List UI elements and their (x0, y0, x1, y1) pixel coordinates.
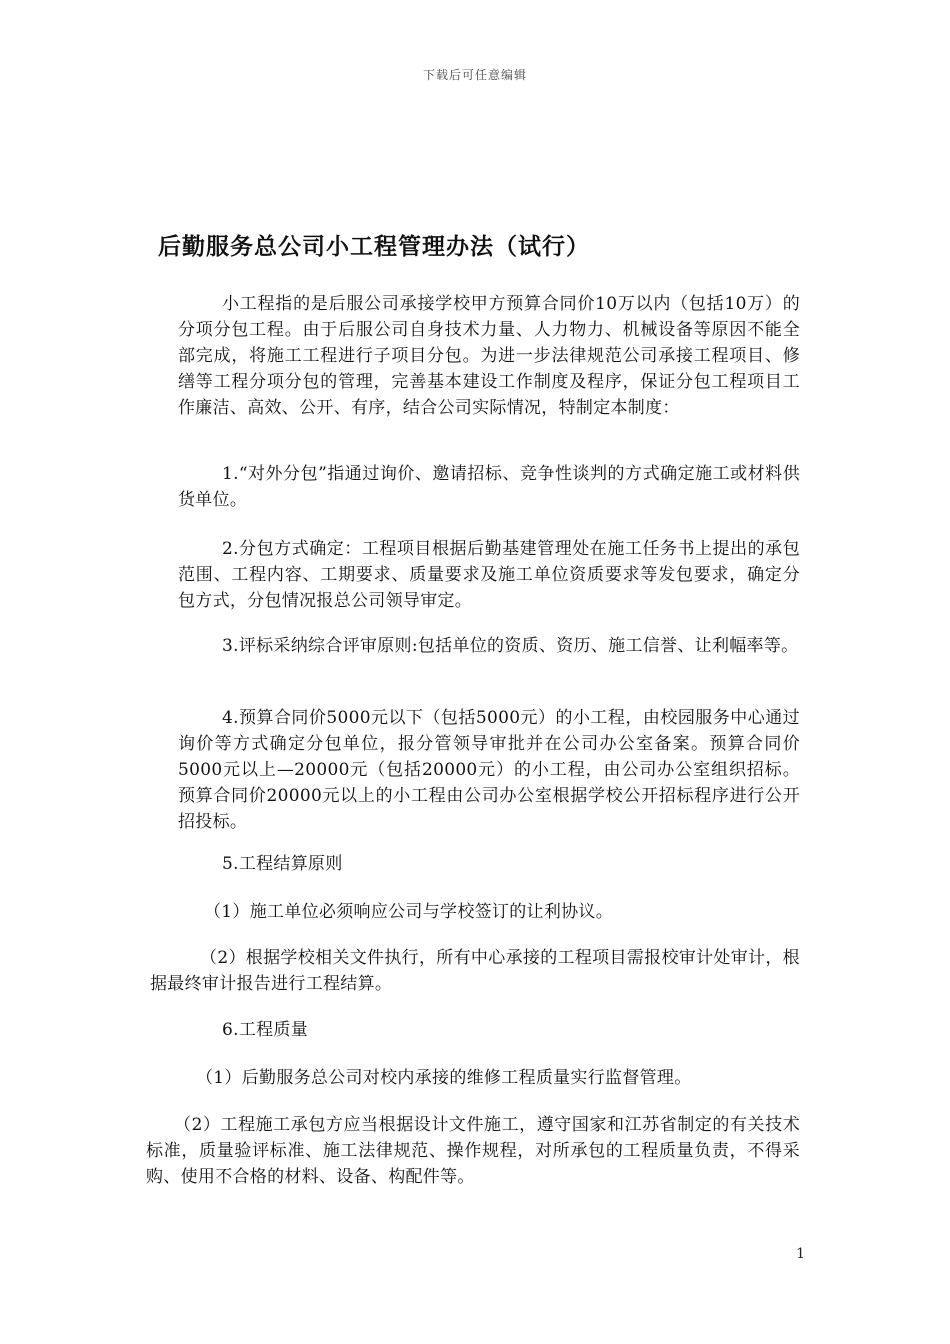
page-number: 1 (796, 1246, 805, 1262)
clause-5-item-1: （1）施工单位必须响应公司与学校签订的让利协议。 (204, 902, 614, 922)
clause-6-heading: 6.工程质量 (222, 1020, 309, 1040)
clause-5-heading: 5.工程结算原则 (222, 854, 343, 874)
clause-1-paragraph: 1.“对外分包”指通过询价、邀请招标、竞争性谈判的方式确定施工或材料供货单位。 (178, 464, 800, 510)
clause-5-item-2: （2）根据学校相关文件执行，所有中心承接的工程项目需报校审计处审计，根据最终审计报告进行工程结算。 (150, 948, 800, 994)
clause-6-item-1: （1）后勤服务总公司对校内承接的维修工程质量实行监督管理。 (196, 1068, 692, 1088)
intro-paragraph: 小工程指的是后服公司承接学校甲方预算合同价10万以内（包括10万）的分项分包工程。由于后服公司自身技术力量、人力物力、机械设备等原因不能全部完成，将施工工程进行子项目分包。为进一步法律规范公司承接工程项目、修缮等工程分项分包的管理，完善基本建设工作制度及程序，保证分包工程项目工作廉洁、高效、公开、有序，结合公司实际情况，特制定本制度： (178, 294, 800, 418)
document-title: 后勤服务总公司小工程管理办法（试行） (158, 234, 590, 260)
clause-2-paragraph: 2.分包方式确定：工程项目根据后勤基建管理处在施工任务书上提出的承包范围、工程内容、工期要求、质量要求及施工单位资质要求等发包要求，确定分包方式，分包情况报总公司领导审定。 (178, 539, 800, 611)
clause-4-paragraph: 4.预算合同价5000元以下（包括5000元）的小工程，由校园服务中心通过询价等方式确定分包单位，报分管领导审批并在公司办公室备案。预算合同价5000元以上—20000元（包括20000元）的小工程，由公司办公室组织招标。预算合同价20000元以上的小工程由公司办公室根据学校公开招标程序进行公开招投标。 (178, 708, 800, 832)
clause-6-item-2: （2）工程施工承包方应当根据设计文件施工，遵守国家和江苏省制定的有关技术标准，质量验评标准、施工法律规范、操作规程，对所承包的工程质量负责，不得采购、使用不合格的材料、设备、构配件等。 (146, 1115, 800, 1187)
clause-3-paragraph: 3.评标采纳综合评审原则:包括单位的资质、资历、施工信誉、让利幅率等。 (222, 636, 799, 656)
page-header: 下载后可任意编辑 (422, 68, 527, 82)
